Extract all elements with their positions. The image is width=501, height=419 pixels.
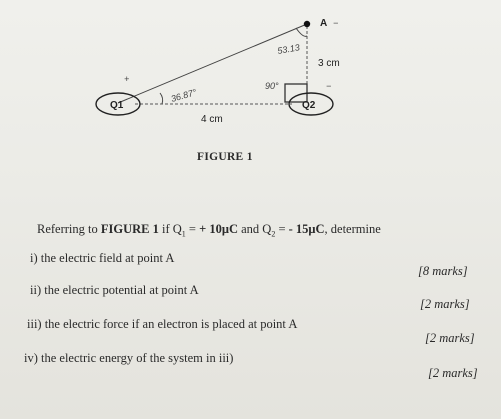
angle-arc-q1 (160, 93, 163, 104)
stem-and: and Q (237, 222, 272, 236)
minus-sign-a: − (333, 18, 339, 28)
angle-q1-label: 36.87° (169, 87, 198, 104)
q1-value: + 10μC (199, 222, 238, 236)
part-ii-text: ii) the electric potential at point A (30, 283, 199, 297)
part-iv-marks: [2 marks] (428, 366, 478, 380)
plus-sign-q1: + (124, 74, 130, 84)
q1-subscript: 1 (181, 229, 186, 239)
dist-horizontal-label: 4 cm (201, 114, 223, 125)
stem-prefix: Referring to (37, 222, 101, 236)
figure-diagram (0, 0, 501, 145)
part-i-marks: [8 marks] (418, 264, 468, 278)
q2-subscript: 2 (271, 229, 276, 239)
angle-top-label: 53.13 (276, 42, 301, 56)
question-stem (37, 222, 381, 239)
q2-label: Q2 (302, 100, 316, 111)
point-a (304, 21, 310, 27)
q1-label: Q1 (110, 100, 124, 111)
point-a-label: A (320, 18, 328, 29)
dist-vertical-label: 3 cm (318, 58, 340, 69)
q2-equals: = (275, 222, 289, 236)
q2-value: - 15μC (288, 222, 325, 236)
stem-if: if Q (158, 222, 182, 236)
stem-suffix: , determine (324, 222, 381, 236)
part-iii-text: iii) the electric force if an electron is placed at point A (27, 317, 298, 331)
q1-equals: = (185, 222, 200, 236)
line-q1-to-a (118, 24, 307, 103)
part-iv-text: iv) the electric energy of the system in iii) (24, 351, 234, 365)
angle-arc-a (296, 28, 307, 36)
figure-caption: FIGURE 1 (197, 151, 253, 163)
part-iii-marks: [2 marks] (425, 331, 475, 345)
part-i-text: i) the electric field at point A (30, 251, 175, 265)
stem-figure-ref: FIGURE 1 (100, 222, 159, 236)
part-ii-marks: [2 marks] (420, 297, 470, 311)
angle-right-label: 90° (265, 81, 279, 91)
minus-sign-q2: − (326, 81, 332, 91)
